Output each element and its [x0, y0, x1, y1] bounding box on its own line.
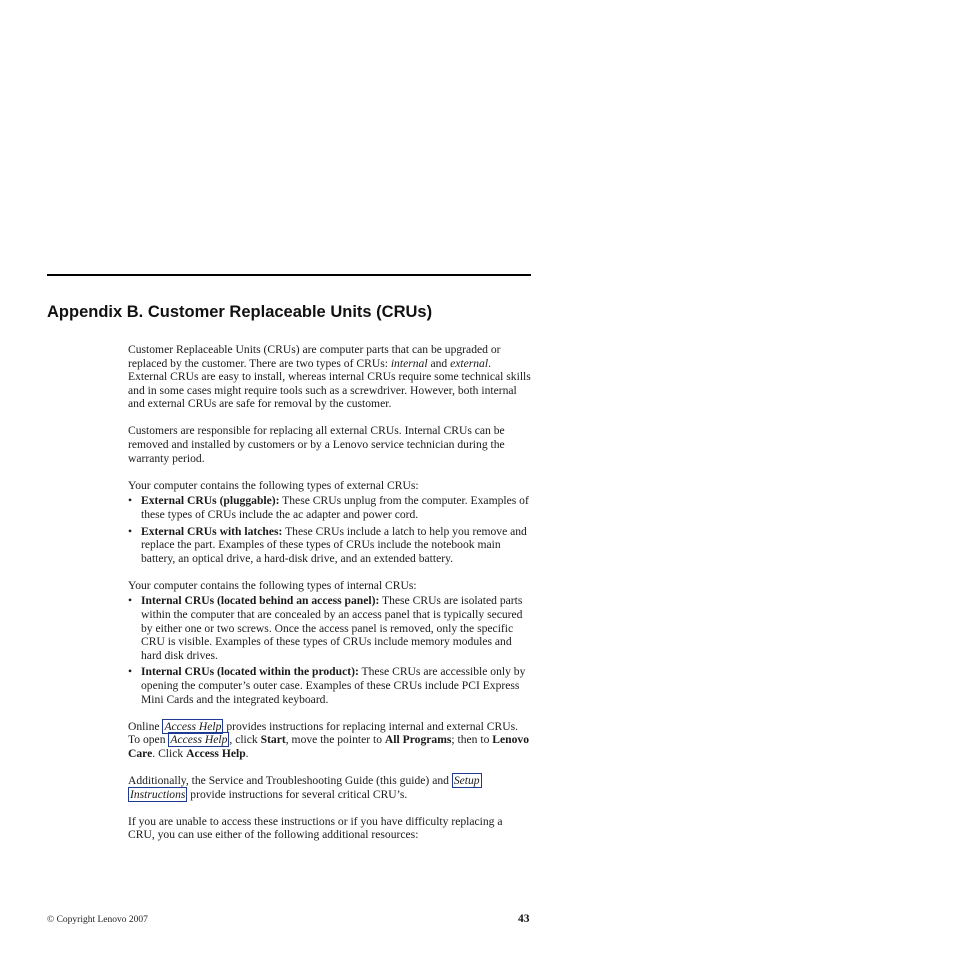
- body-text: [128, 343, 532, 855]
- page-number: 43: [518, 913, 530, 925]
- internal-cru-list: [128, 594, 532, 706]
- external-cru-list: [128, 494, 532, 565]
- copyright-notice: © Copyright Lenovo 2007: [47, 915, 148, 925]
- online-help-paragraph: Online Access Help provides instructions for replacing internal and external CRUs. To open Access Help , click Start, move the pointer to All Programs; then to Lenovo Care. Click Access Help.: [128, 719, 529, 760]
- heading-rule: [47, 274, 531, 276]
- list-item: • Internal CRUs (located within the product): These CRUs are accessible only by opening the computer’s outer case. Examples of these CRUs include PCI Express Mini Cards and the integrated keyboard.: [128, 665, 532, 706]
- page-title: Appendix B. Customer Replaceable Units (CRUs): [47, 303, 433, 321]
- list-item: • Internal CRUs (located behind an access panel): These CRUs are isolated parts within the computer that are concealed by an access panel that is typically secured by either one or two screws. Once the access panel is removed, only the specific CRU is visible. Examples of these types of CRUs include memory modules and hard disk drives.: [128, 594, 532, 662]
- external-term: external: [450, 356, 489, 370]
- unable-paragraph: If you are unable to access these instructions or if you have difficulty replacing a CRU, you can use either of the following additional resources:: [128, 814, 503, 842]
- access-help-link[interactable]: Access Help: [164, 719, 222, 733]
- list-item: • External CRUs with latches: These CRUs include a latch to help you remove and replace the part. Examples of these types of CRUs include the notebook main battery, an optical drive, a hard-disk drive, and an extended battery.: [128, 525, 532, 566]
- setup-instructions-link-2[interactable]: Instructions: [130, 787, 186, 801]
- responsibility-paragraph: Customers are responsible for replacing all external CRUs. Internal CRUs can be removed and installed by customers or by a Lenovo service technician during the warranty period.: [128, 424, 505, 465]
- additionally-paragraph: Additionally, the Service and Troubleshooting Guide (this guide) and Setup Instructions provide instructions for several critical CRU’s.: [128, 773, 480, 801]
- intro-paragraph: Customer Replaceable Units (CRUs) are computer parts that can be upgraded or replaced by the customer. There are two types of CRUs: internal and external. External CRUs are easy to install, whereas internal CRUs require some technical skills and in some cases might require tools such as a screwdriver. However, both internal and external CRUs are safe for removal by the customer.: [128, 343, 531, 411]
- list-item: • External CRUs (pluggable): These CRUs unplug from the computer. Examples of these types of CRUs include the ac adapter and power cord.: [128, 494, 532, 521]
- setup-instructions-link[interactable]: Setup: [453, 773, 480, 787]
- internal-term: internal: [390, 356, 428, 370]
- internal-intro: Your computer contains the following types of internal CRUs:: [128, 578, 417, 592]
- external-intro: Your computer contains the following types of external CRUs:: [128, 478, 419, 492]
- access-help-link-2[interactable]: Access Help: [170, 733, 228, 747]
